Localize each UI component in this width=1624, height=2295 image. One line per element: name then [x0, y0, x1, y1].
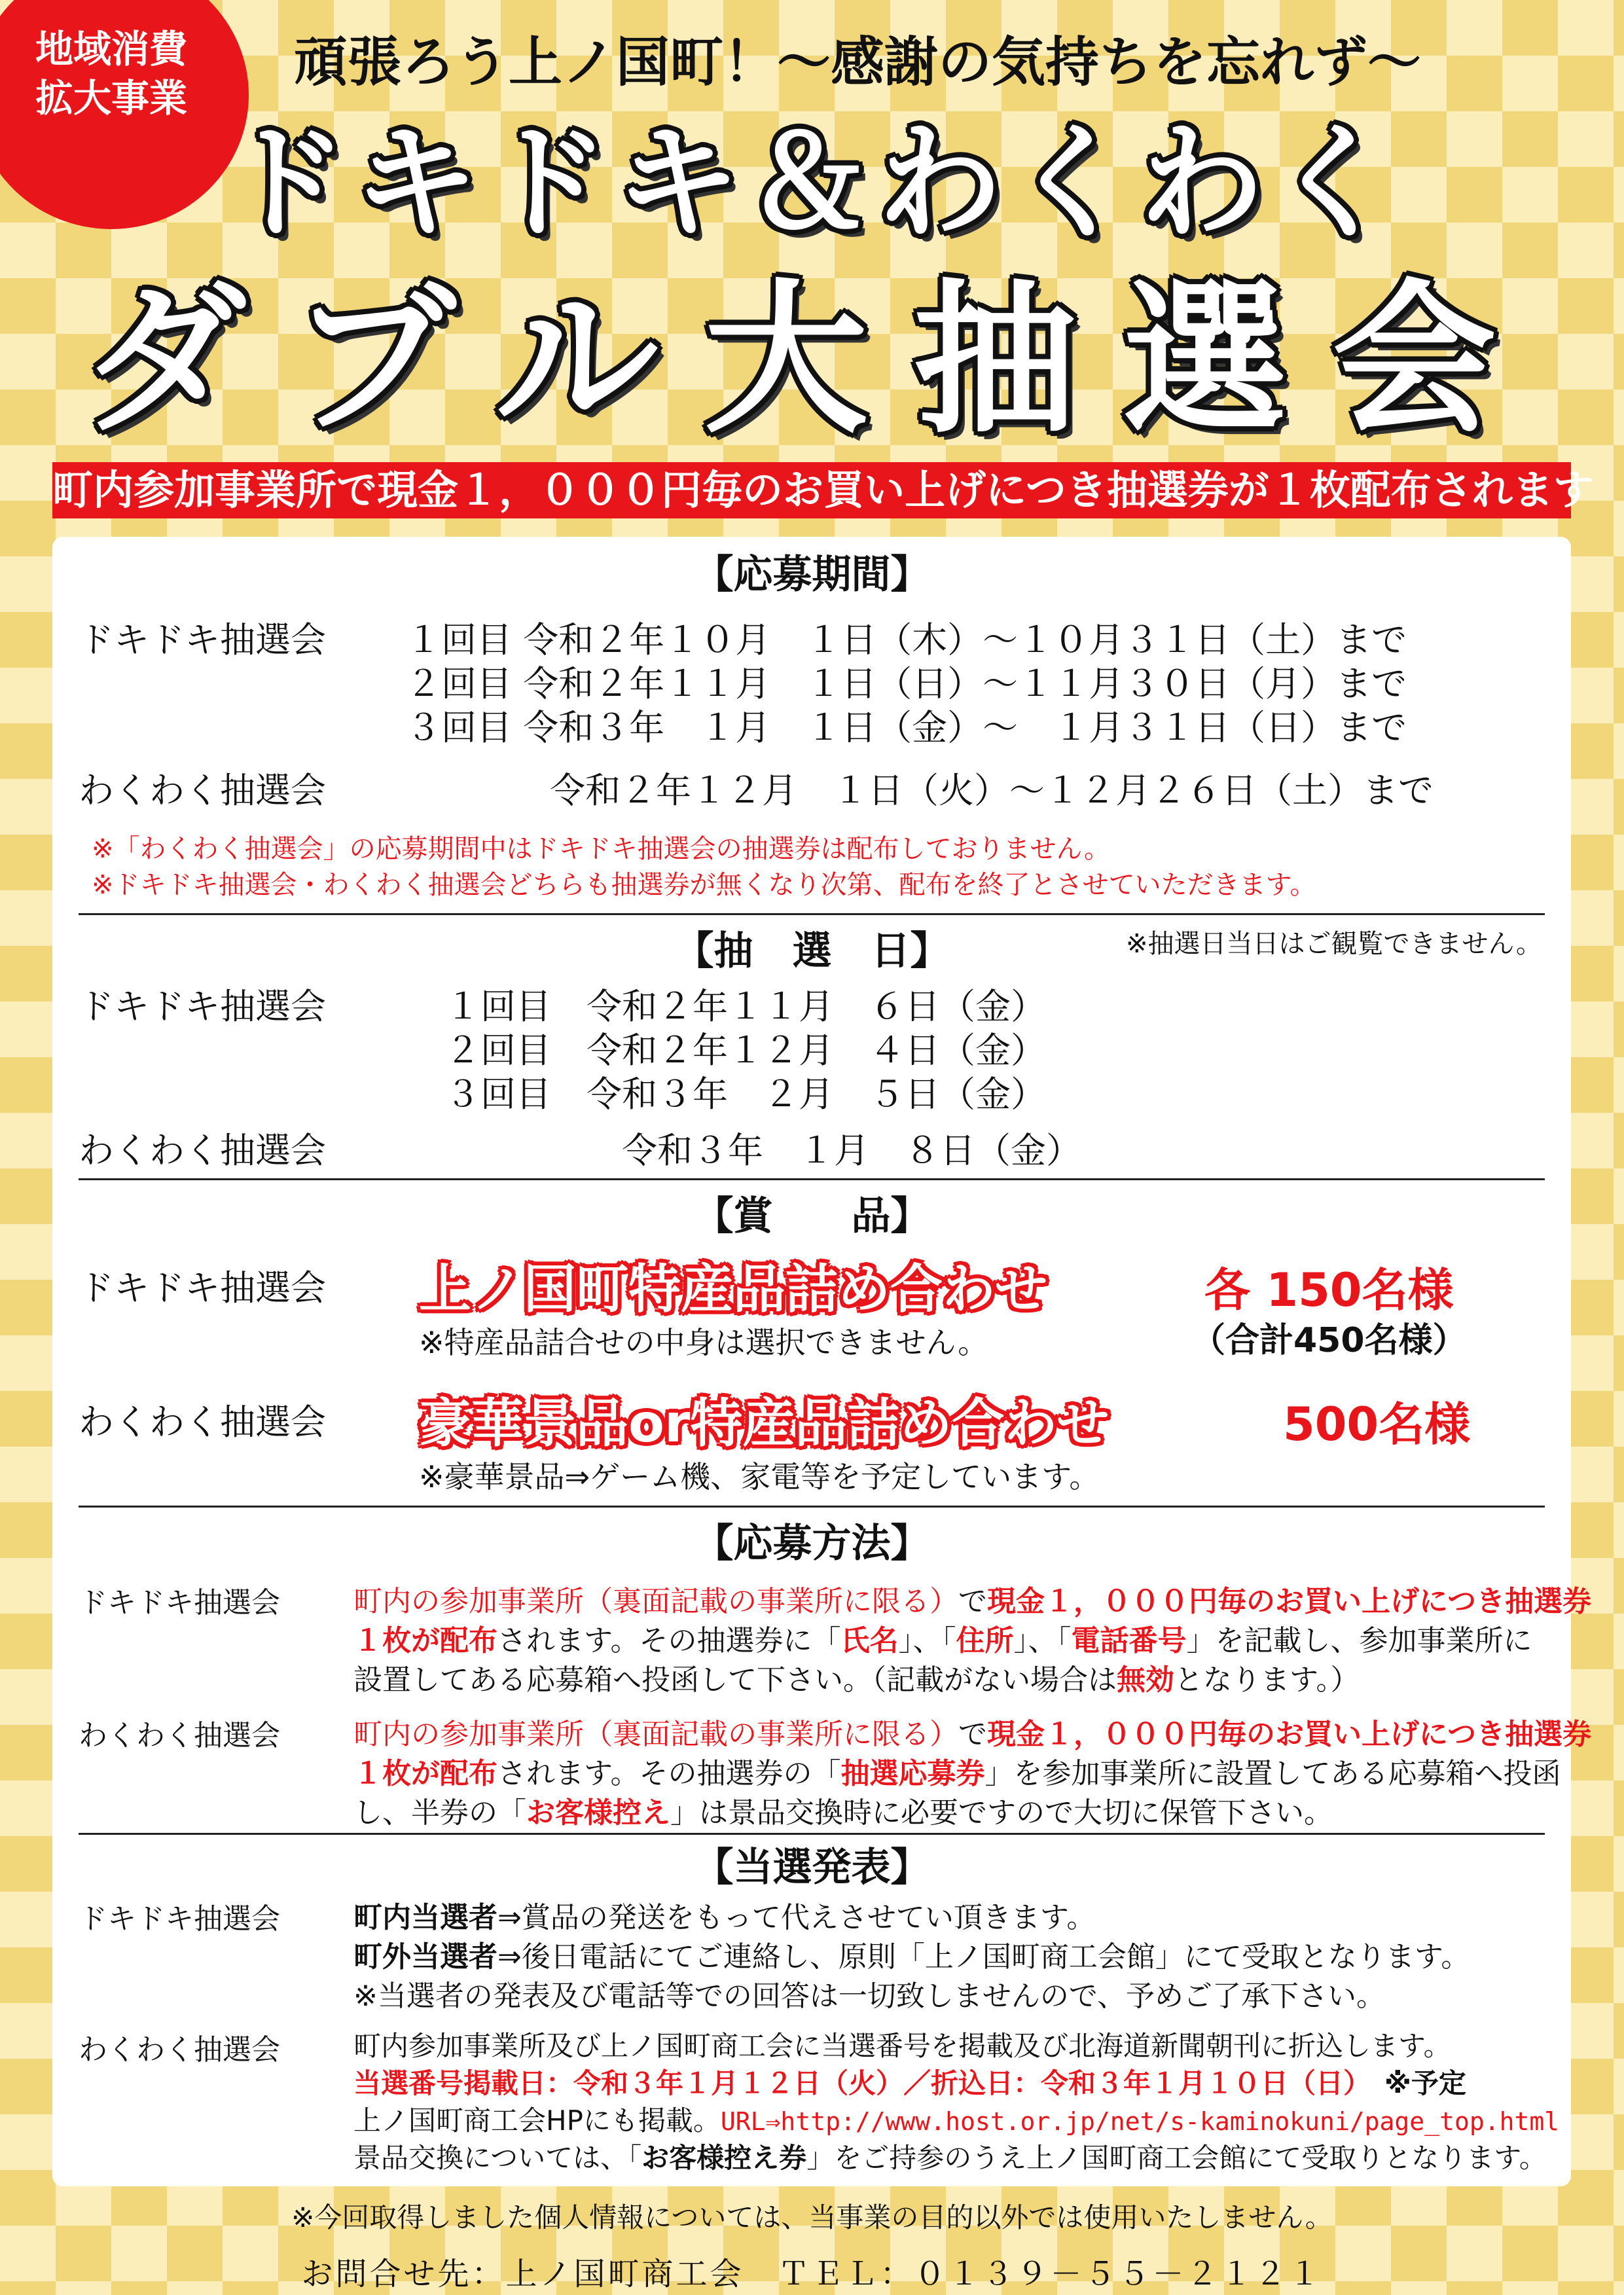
- divider: [79, 913, 1545, 915]
- announce-in-line: 町内当選者⇒賞品の発送をもって代えさせてい頂きます。: [353, 1901, 1096, 1934]
- method-waku-line-2: １枚が配布されます。その抽選券の「抽選応募券」を参加事業所に設置してある応募箱へ投函: [353, 1757, 1561, 1790]
- method-doki-label: ドキドキ抽選会: [79, 1586, 280, 1619]
- draw-waku-label: わくわく抽選会: [79, 1130, 326, 1171]
- method-doki-line-3: 設置してある応募箱へ投函して下さい。（記載がない場合は無効となります。）: [353, 1663, 1360, 1697]
- badge-line-1: 地域消費: [35, 27, 187, 71]
- announce-waku-line-4: 景品交換については、「お客様控え券」をご持参のうえ上ノ国町商工会館にて受取りとなります。: [353, 2142, 1547, 2174]
- announce-waku-label: わくわく抽選会: [79, 2033, 280, 2067]
- period-note-1: ※「わくわく抽選会」の応募期間中はドキドキ抽選会の抽選券は配布しておりません。: [92, 834, 1110, 864]
- announce-waku-line-3: 上ノ国町商工会HPにも掲載。URL⇒http://www.host.or.jp/net/s-kaminokuni/page_top.html: [353, 2105, 1560, 2137]
- divider: [79, 1833, 1545, 1835]
- contact-info: お問合せ先：上ノ国町商工会 ＴＥＬ：０１３９－５５－２１２１: [301, 2256, 1323, 2292]
- divider: [79, 1178, 1545, 1180]
- hp-url-link[interactable]: URL⇒http://www.host.or.jp/net/s-kaminokuni/page_top.html: [720, 2107, 1560, 2136]
- prize-waku-note: ※豪華景品⇒ゲーム機、家電等を予定しています。: [419, 1459, 1100, 1494]
- method-heading: 【応募方法】: [694, 1521, 930, 1566]
- prize-waku-count: 500名様: [1283, 1398, 1471, 1451]
- method-waku-line-1: 町内の参加事業所（裏面記載の事業所に限る）で現金１，０００円毎のお買い上げにつき抽選券: [353, 1718, 1592, 1751]
- title-line-2: ダブル大抽選会: [82, 264, 1542, 455]
- draw-doki-label: ドキドキ抽選会: [79, 986, 326, 1027]
- announce-heading: 【当選発表】: [694, 1845, 930, 1890]
- period-waku-row: 令和２年１２月 １日（火）～１２月２６日（土）まで: [550, 770, 1434, 811]
- draw-row-1: １回目 令和２年１１月 ６日（金）: [445, 986, 1046, 1027]
- privacy-note: ※今回取得しました個人情報については、当事業の目的以外では使用いたしません。: [291, 2201, 1333, 2233]
- subtitle: 頑張ろう上ノ国町！～感謝の気持ちを忘れず～: [293, 31, 1421, 94]
- prize-waku-label: わくわく抽選会: [79, 1401, 326, 1443]
- method-waku-line-3: し、半券の「お客様控え」は景品交換時に必要ですので大切に保管下さい。: [353, 1796, 1333, 1830]
- title-line-1: ドキドキ＆わくわく: [223, 111, 1401, 255]
- divider: [79, 1506, 1545, 1508]
- prize-waku-name: 豪華景品or特産品詰め合わせ: [419, 1393, 1110, 1454]
- prize-heading: 【賞 品】: [694, 1193, 930, 1239]
- method-waku-label: わくわく抽選会: [79, 1719, 280, 1752]
- banner: 町内参加事業所で現金１，０００円毎のお買い上げにつき抽選券が１枚配布されます: [52, 462, 1571, 518]
- prize-doki-label: ドキドキ抽選会: [79, 1267, 326, 1309]
- prize-doki-note: ※特産品詰合せの中身は選択できません。: [419, 1325, 988, 1360]
- prize-doki-total: （合計450名様）: [1191, 1321, 1467, 1360]
- method-doki-line-1: 町内の参加事業所（裏面記載の事業所に限る）で現金１，０００円毎のお買い上げにつき抽選券: [353, 1585, 1592, 1618]
- announce-waku-line-2: 当選番号掲載日：令和３年１月１２日（火）／折込日：令和３年１月１０日（日） ※予定: [353, 2067, 1466, 2099]
- draw-heading: 【抽 選 日】: [674, 928, 950, 974]
- period-doki-label: ドキドキ抽選会: [79, 619, 326, 660]
- period-note-2: ※ドキドキ抽選会・わくわく抽選会どちらも抽選券が無くなり次第、配布を終了とさせていただきます。: [92, 870, 1316, 900]
- draw-row-3: ３回目 令和３年 ２月 ５日（金）: [445, 1074, 1046, 1115]
- method-doki-line-2: １枚が配布されます。その抽選券に「氏名」、「住所」、「電話番号」を記載し、参加事業所に: [353, 1624, 1532, 1657]
- draw-row-2: ２回目 令和２年１２月 ４日（金）: [445, 1030, 1046, 1071]
- announce-out-line: 町外当選者⇒後日電話にてご連絡し、原則「上ノ国町商工会館」にて受取となります。: [353, 1940, 1470, 1974]
- announce-doki-label: ドキドキ抽選会: [79, 1902, 280, 1936]
- prize-doki-count: 各 150名様: [1204, 1263, 1454, 1317]
- period-row-2: ２回目 令和２年１１月 １日（日）～１１月３０日（月）まで: [406, 663, 1407, 704]
- draw-waku-row: 令和３年 １月 ８日（金）: [622, 1130, 1081, 1171]
- period-row-3: ３回目 令和３年 １月 １日（金）～ １月３１日（日）まで: [406, 707, 1407, 748]
- badge-line-2: 拡大事業: [35, 76, 187, 120]
- announce-doki-note: ※当選者の発表及び電話等での回答は一切致しませんので、予めご了承下さい。: [353, 1979, 1385, 2013]
- draw-note: ※抽選日当日はご観覧できません。: [1126, 929, 1542, 959]
- prize-doki-name: 上ノ国町特産品詰め合わせ: [419, 1259, 1047, 1320]
- period-waku-label: わくわく抽選会: [79, 770, 326, 811]
- period-heading: 【応募期間】: [694, 552, 930, 598]
- announce-waku-line-1: 町内参加事業所及び上ノ国町商工会に当選番号を掲載及び北海道新聞朝刊に折込します。: [353, 2030, 1451, 2062]
- period-row-1: １回目 令和２年１０月 １日（木）～１０月３１日（土）まで: [406, 619, 1407, 660]
